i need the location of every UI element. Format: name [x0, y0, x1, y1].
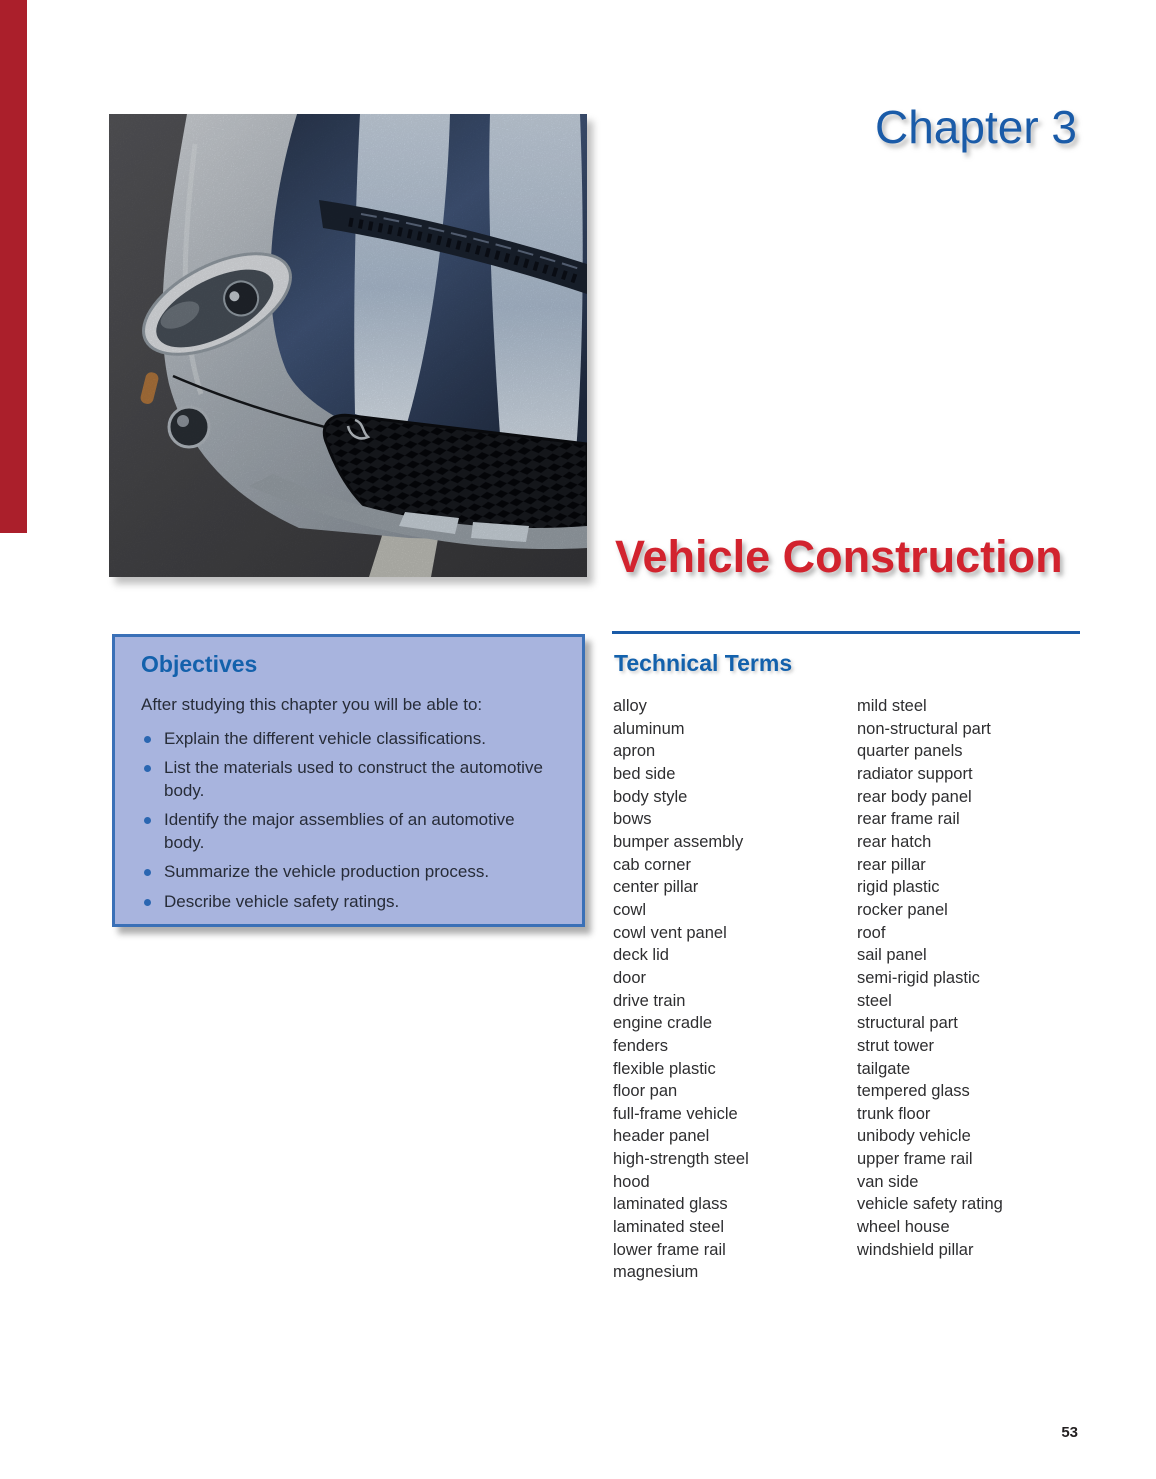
- term-item: apron: [613, 742, 656, 761]
- term-item: high-strength steel: [613, 1150, 749, 1169]
- page-number: 53: [1061, 1424, 1078, 1441]
- term-item: magnesium: [613, 1263, 699, 1282]
- term-item: quarter panels: [857, 742, 963, 761]
- objective-item-text: Explain the different vehicle classifications.: [164, 728, 486, 748]
- objective-item-text: Summarize the vehicle production process.: [164, 862, 490, 881]
- term-item: steel: [857, 991, 892, 1010]
- bullet-icon: [144, 899, 151, 906]
- chapter-edge-tab: [0, 0, 27, 533]
- objective-item: [141, 891, 556, 914]
- term-item: header panel: [613, 1127, 710, 1146]
- term-item: deck lid: [613, 946, 669, 965]
- technical-terms-section: [613, 650, 1088, 1284]
- term-item: door: [613, 968, 647, 987]
- term-item: laminated steel: [613, 1218, 724, 1237]
- term-item: drive train: [613, 991, 686, 1010]
- term-item: fenders: [613, 1036, 669, 1055]
- term-item: rear pillar: [857, 855, 926, 874]
- term-item: floor pan: [613, 1082, 678, 1101]
- term-item: bumper assembly: [613, 832, 744, 851]
- term-item: vehicle safety rating: [857, 1195, 1003, 1214]
- term-item: upper frame rail: [857, 1150, 973, 1169]
- objectives-heading: Objectives: [141, 651, 258, 677]
- term-item: mild steel: [857, 697, 927, 715]
- term-item: body style: [613, 787, 688, 806]
- bullet-icon: [144, 869, 151, 876]
- term-item: cowl vent panel: [613, 923, 727, 942]
- term-item: structural part: [857, 1014, 958, 1033]
- term-item: center pillar: [613, 878, 699, 897]
- term-item: tempered glass: [857, 1082, 970, 1101]
- chapter-title: Vehicle Construction: [615, 531, 1063, 582]
- car-photo-illustration: [109, 114, 587, 577]
- terms-left-column: [613, 695, 857, 1284]
- term-item: full-frame vehicle: [613, 1104, 738, 1123]
- objective-item-text: Describe vehicle safety ratings.: [164, 891, 400, 911]
- objective-item-text: Identify the major assemblies of an automotive body.: [164, 810, 515, 852]
- term-item: windshield pillar: [857, 1240, 974, 1259]
- objectives-list: [141, 728, 558, 914]
- objective-item: [141, 809, 556, 854]
- term-item: roof: [857, 923, 886, 942]
- term-item: rear hatch: [857, 832, 932, 851]
- term-item: trunk floor: [857, 1104, 931, 1123]
- term-item: rear body panel: [857, 787, 972, 806]
- objective-item-text: List the materials used to construct the automotive body.: [164, 758, 543, 800]
- technical-terms-columns: [613, 695, 1088, 1284]
- term-item: non-structural part: [857, 719, 991, 738]
- term-item: cab corner: [613, 855, 691, 874]
- term-item: strut tower: [857, 1036, 935, 1055]
- technical-terms-heading: Technical Terms: [614, 650, 793, 676]
- term-item: rigid plastic: [857, 878, 940, 897]
- term-item: alloy: [613, 697, 647, 715]
- divider-rule: [612, 631, 1080, 634]
- term-item: hood: [613, 1172, 650, 1191]
- term-item: van side: [857, 1172, 919, 1191]
- bullet-icon: [144, 765, 151, 772]
- term-item: engine cradle: [613, 1014, 713, 1033]
- term-item: laminated glass: [613, 1195, 728, 1214]
- term-item: unibody vehicle: [857, 1127, 971, 1146]
- bullet-icon: [144, 736, 151, 743]
- terms-right-column: [857, 695, 1003, 1284]
- term-item: cowl: [613, 900, 647, 919]
- term-item: flexible plastic: [613, 1059, 716, 1078]
- objective-item: [141, 757, 556, 802]
- objective-item: [141, 861, 556, 884]
- term-item: semi-rigid plastic: [857, 968, 980, 987]
- objective-item: [141, 728, 556, 751]
- chapter-photo: [109, 114, 587, 577]
- term-item: radiator support: [857, 764, 973, 783]
- term-item: sail panel: [857, 946, 927, 965]
- term-item: rocker panel: [857, 900, 948, 919]
- chapter-number: Chapter 3: [874, 101, 1077, 153]
- objectives-box: [112, 634, 585, 927]
- term-item: tailgate: [857, 1059, 911, 1078]
- term-item: wheel house: [857, 1218, 950, 1237]
- term-item: bows: [613, 810, 652, 829]
- bullet-icon: [144, 817, 151, 824]
- term-item: rear frame rail: [857, 810, 960, 829]
- term-item: bed side: [613, 764, 676, 783]
- term-item: lower frame rail: [613, 1240, 726, 1259]
- objectives-intro: After studying this chapter you will be able to:: [141, 695, 483, 714]
- term-item: aluminum: [613, 719, 685, 738]
